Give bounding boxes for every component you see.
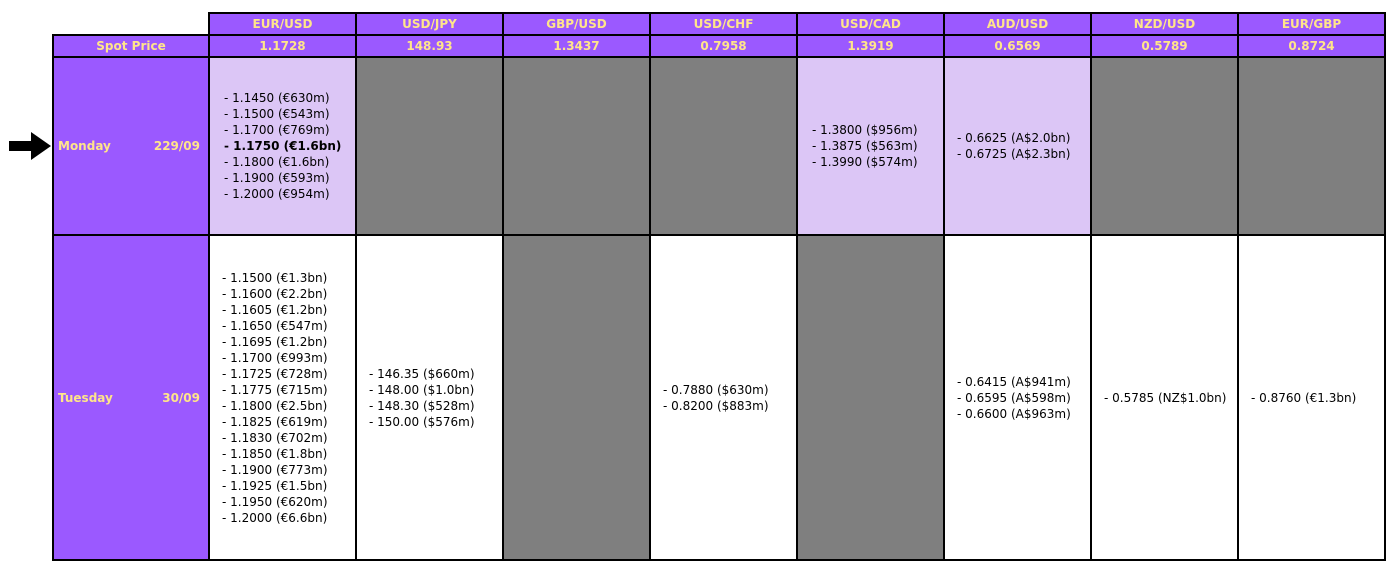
pair-header-usdcad: USD/CAD: [797, 13, 944, 35]
empty-cell-monday-nzdusd: [1091, 57, 1238, 235]
expiry-item: - 1.1850 (€1.8bn): [222, 446, 328, 461]
expiry-item: - 1.3990 ($574m): [812, 155, 918, 169]
expiry-item: - 1.1700 (€993m): [222, 350, 328, 365]
expiry-item: - 1.1925 (€1.5bn): [222, 478, 328, 493]
expiry-item: - 1.1800 (€2.5bn): [222, 398, 328, 413]
expiry-item: - 0.5785 (NZ$1.0bn): [1104, 390, 1227, 405]
expiry-cell-tuesday-nzdusd: [1091, 235, 1238, 560]
expiry-item: - 1.1700 (€769m): [224, 123, 330, 137]
pair-header-gbpusd: GBP/USD: [503, 13, 650, 35]
empty-cell-monday-usdchf: [650, 57, 797, 235]
expiry-item: - 1.2000 (€6.6bn): [222, 510, 328, 525]
pair-header-eurgbp: EUR/GBP: [1238, 13, 1385, 35]
expiry-item: - 0.7880 ($630m): [663, 382, 769, 397]
expiry-item: - 1.1500 (€543m): [224, 107, 330, 121]
expiry-item: - 1.2000 (€954m): [224, 187, 330, 201]
expiry-item-highlighted: - 1.1750 (€1.6bn): [224, 139, 342, 153]
empty-cell-tuesday-gbpusd: [503, 235, 650, 560]
empty-cell-tuesday-usdcad: [797, 235, 944, 560]
pair-header-eurusd: EUR/USD: [209, 13, 356, 35]
spot-price-usdcad: 1.3919: [797, 35, 944, 57]
expiry-list: [1239, 390, 1384, 406]
expiry-cell-tuesday-eurusd: [209, 235, 356, 560]
expiry-item: - 1.1500 (€1.3bn): [222, 270, 328, 285]
day-name: Tuesday: [58, 390, 113, 405]
spot-price-usdjpy: 148.93: [356, 35, 503, 57]
expiry-item: - 146.35 ($660m): [369, 366, 475, 381]
empty-cell-monday-usdjpy: [356, 57, 503, 235]
expiry-list: [798, 122, 943, 170]
expiry-cell-tuesday-eurgbp: [1238, 235, 1385, 560]
expiry-cell-tuesday-audusd: [944, 235, 1091, 560]
pair-header-audusd: AUD/USD: [944, 13, 1091, 35]
expiry-item: - 0.6625 (A$2.0bn): [957, 131, 1071, 145]
expiry-item: - 1.1725 (€728m): [222, 366, 328, 381]
day-name: Monday: [58, 139, 111, 153]
pair-header-usdchf: USD/CHF: [650, 13, 797, 35]
expiry-item: - 1.3800 ($956m): [812, 123, 918, 137]
spot-price-gbpusd: 1.3437: [503, 35, 650, 57]
expiry-item: - 1.1600 (€2.2bn): [222, 286, 328, 301]
day-label-tuesday: [53, 235, 209, 560]
expiry-item: - 1.1800 (€1.6bn): [224, 155, 330, 169]
day-label-monday: [53, 57, 209, 235]
expiry-item: - 148.00 ($1.0bn): [369, 382, 475, 397]
expiry-item: - 1.1900 (€773m): [222, 462, 328, 477]
day-row-monday: [53, 57, 1385, 235]
expiry-item: - 0.8200 ($883m): [663, 398, 769, 413]
expiry-list: [945, 374, 1090, 422]
expiry-item: - 148.30 ($528m): [369, 398, 475, 413]
expiry-cell-monday-audusd: [944, 57, 1091, 235]
expiry-item: - 1.1605 (€1.2bn): [222, 302, 328, 317]
expiry-cell-tuesday-usdjpy: [356, 235, 503, 560]
expiry-item: - 1.1900 (€593m): [224, 171, 330, 185]
spot-price-nzdusd: 0.5789: [1091, 35, 1238, 57]
day-row-tuesday: [53, 235, 1385, 560]
expiry-list: [357, 366, 502, 430]
right-arrow-icon: [9, 132, 51, 160]
expiry-list: [651, 382, 796, 414]
pair-header-row: [53, 13, 1385, 35]
expiry-list: [1092, 390, 1237, 406]
expiry-list: [210, 90, 355, 202]
expiry-item: - 0.6595 (A$598m): [957, 390, 1071, 405]
expiry-item: - 1.1830 (€702m): [222, 430, 328, 445]
expiry-cell-tuesday-usdchf: [650, 235, 797, 560]
corner-cell: [53, 13, 209, 35]
expiry-item: - 1.1825 (€619m): [222, 414, 328, 429]
expiry-item: - 1.1650 (€547m): [222, 318, 328, 333]
fx-option-expiries-table: [52, 12, 1386, 561]
pair-header-usdjpy: USD/JPY: [356, 13, 503, 35]
expiry-item: - 0.6725 (A$2.3bn): [957, 147, 1071, 161]
empty-cell-monday-eurgbp: [1238, 57, 1385, 235]
expiry-item: - 1.1950 (€620m): [222, 494, 328, 509]
empty-cell-monday-gbpusd: [503, 57, 650, 235]
spot-price-row: [53, 35, 1385, 57]
spot-price-usdchf: 0.7958: [650, 35, 797, 57]
expiry-list: [210, 270, 355, 526]
expiry-cell-monday-usdcad: [797, 57, 944, 235]
day-date: 30/09: [162, 390, 200, 405]
expiry-item: - 0.6600 (A$963m): [957, 406, 1071, 421]
spot-price-audusd: 0.6569: [944, 35, 1091, 57]
expiry-item: - 1.1695 (€1.2bn): [222, 334, 328, 349]
expiry-item: - 0.8760 (€1.3bn): [1251, 390, 1357, 405]
spot-price-eurusd: 1.1728: [209, 35, 356, 57]
expiry-item: - 1.1775 (€715m): [222, 382, 328, 397]
spot-price-eurgbp: 0.8724: [1238, 35, 1385, 57]
day-date: 229/09: [153, 139, 200, 153]
spot-price-label: Spot Price: [53, 35, 209, 57]
expiry-item: - 0.6415 (A$941m): [957, 374, 1071, 389]
expiry-cell-monday-eurusd: [209, 57, 356, 235]
pair-header-nzdusd: NZD/USD: [1091, 13, 1238, 35]
expiry-list: [945, 130, 1090, 162]
expiry-item: - 150.00 ($576m): [369, 414, 475, 429]
expiry-item: - 1.3875 ($563m): [812, 139, 918, 153]
expiry-item: - 1.1450 (€630m): [224, 91, 330, 105]
